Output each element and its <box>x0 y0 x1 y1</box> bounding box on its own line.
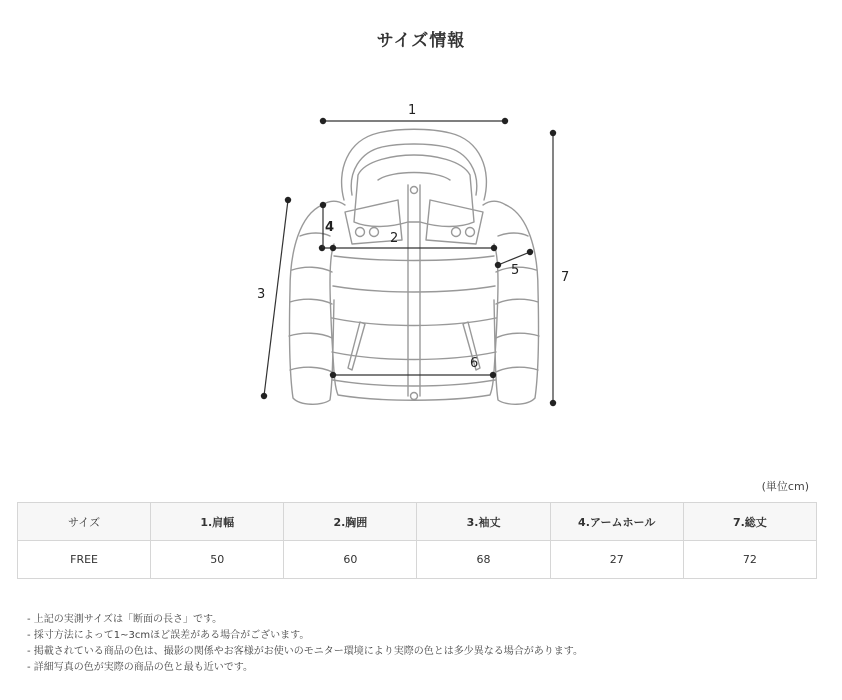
label-4: 4 <box>325 220 335 235</box>
page-title: サイズ情報 <box>376 31 466 51</box>
table-row <box>18 541 817 579</box>
label-7: 7 <box>561 270 570 285</box>
table-cell: 72 <box>683 541 816 579</box>
header-cell: 7.総丈 <box>683 503 816 541</box>
measurement-labels <box>257 103 569 371</box>
table-header-row <box>18 503 817 541</box>
label-2: 2 <box>390 231 399 246</box>
header-cell: 4.アームホール <box>550 503 683 541</box>
table-cell: FREE <box>18 541 151 579</box>
jacket-illustration <box>289 129 539 404</box>
label-1: 1 <box>408 103 417 118</box>
note-item: - 上記の実測サイズは「断面の長さ」です。 <box>27 614 223 625</box>
header-cell: 2.胸囲 <box>284 503 417 541</box>
note-item: - 詳細写真の色が実際の商品の色と最も近いです。 <box>27 662 253 673</box>
table-cell: 50 <box>151 541 284 579</box>
table-cell: 60 <box>284 541 417 579</box>
label-5: 5 <box>511 263 520 278</box>
size-table <box>17 502 817 579</box>
note-item: - 掲載されている商品の色は、撮影の関係やお客様がお使いのモニター環境により実際の色とは多少異なる場合があります。 <box>27 646 583 657</box>
unit-label: (単位cm) <box>761 480 809 493</box>
header-cell: 1.肩幅 <box>151 503 284 541</box>
header-cell: 3.袖丈 <box>417 503 550 541</box>
table-cell: 68 <box>417 541 550 579</box>
notes-list <box>27 612 583 676</box>
header-cell: サイズ <box>18 503 151 541</box>
note-item: - 採寸方法によって1~3cmほど誤差がある場合がございます。 <box>27 630 310 641</box>
label-3: 3 <box>257 287 266 302</box>
table-cell: 27 <box>550 541 683 579</box>
label-6: 6 <box>470 356 479 371</box>
